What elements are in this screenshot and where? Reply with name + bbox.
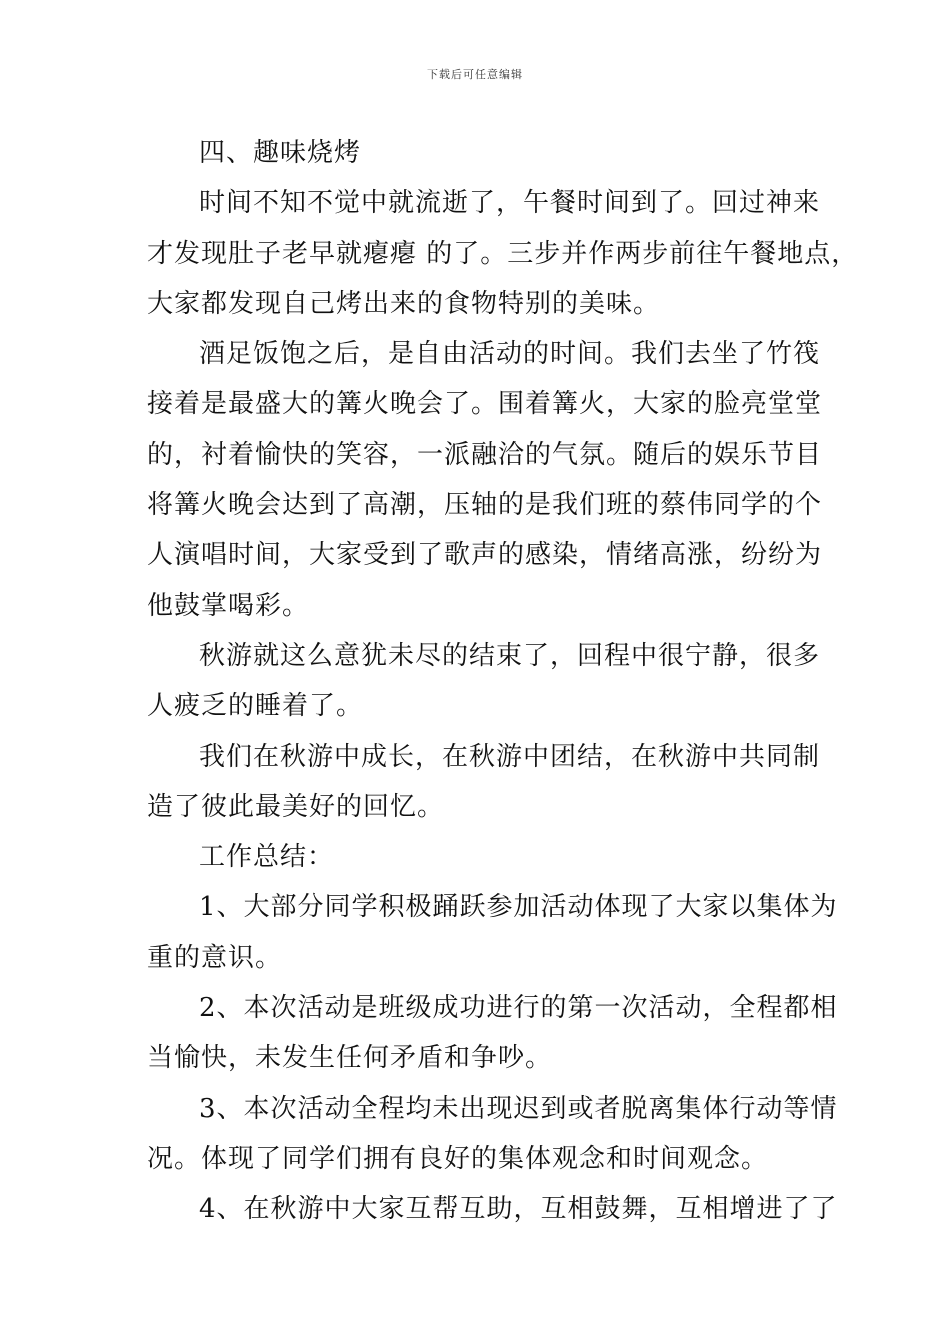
summary-item-line: 当愉快，未发生任何矛盾和争吵。 [147,1043,553,1074]
paragraph-line: 将篝火晚会达到了高潮，压轴的是我们班的蔡伟同学的个 [147,490,823,521]
paragraph-line: 接着是最盛大的篝火晚会了。围着篝火，大家的脸亮堂堂 [147,389,823,420]
paragraph-line: 人疲乏的睡着了。 [147,691,364,722]
document-body [147,128,859,1235]
paragraph-line: 酒足饭饱之后，是自由活动的时间。我们去坐了竹筏 [199,339,821,370]
paragraph-line: 他鼓掌喝彩。 [147,590,310,621]
summary-item-line: 4、在秋游中大家互帮互助，互相鼓舞，互相增进了了 [199,1194,838,1225]
summary-item-line: 况。体现了同学们拥有良好的集体观念和时间观念。 [147,1143,769,1174]
summary-item-line: 重的意识。 [147,942,283,973]
header-note: 下载后可任意编辑 [427,68,523,81]
section-heading-bbq: 四、趣味烧烤 [199,138,362,168]
section-heading-summary: 工作总结： [199,842,335,873]
paragraph-line: 人演唱时间，大家受到了歌声的感染，情绪高涨，纷纷为 [147,540,823,571]
summary-item-line: 1、大部分同学积极踊跃参加活动体现了大家以集体为 [199,892,838,923]
paragraph-line: 秋游就这么意犹未尽的结束了，回程中很宁静，很多 [199,640,821,671]
paragraph-line: 的，衬着愉快的笑容，一派融洽的气氛。随后的娱乐节目 [147,439,823,470]
summary-item-line: 2、本次活动是班级成功进行的第一次活动，全程都相 [199,993,838,1024]
paragraph-line: 大家都发现自己烤出来的食物特别的美味。 [147,288,661,319]
paragraph-line: 造了彼此最美好的回忆。 [147,791,445,822]
paragraph-line: 我们在秋游中成长，在秋游中团结，在秋游中共同制 [199,741,821,772]
summary-item-line: 3、本次活动全程均未出现迟到或者脱离集体行动等情 [199,1093,838,1124]
paragraph-line: 才发现肚子老早就瘪瘪 的了。三步并作两步前往午餐地点， [147,238,859,269]
paragraph-line: 时间不知不觉中就流逝了，午餐时间到了。回过神来 [199,188,821,219]
